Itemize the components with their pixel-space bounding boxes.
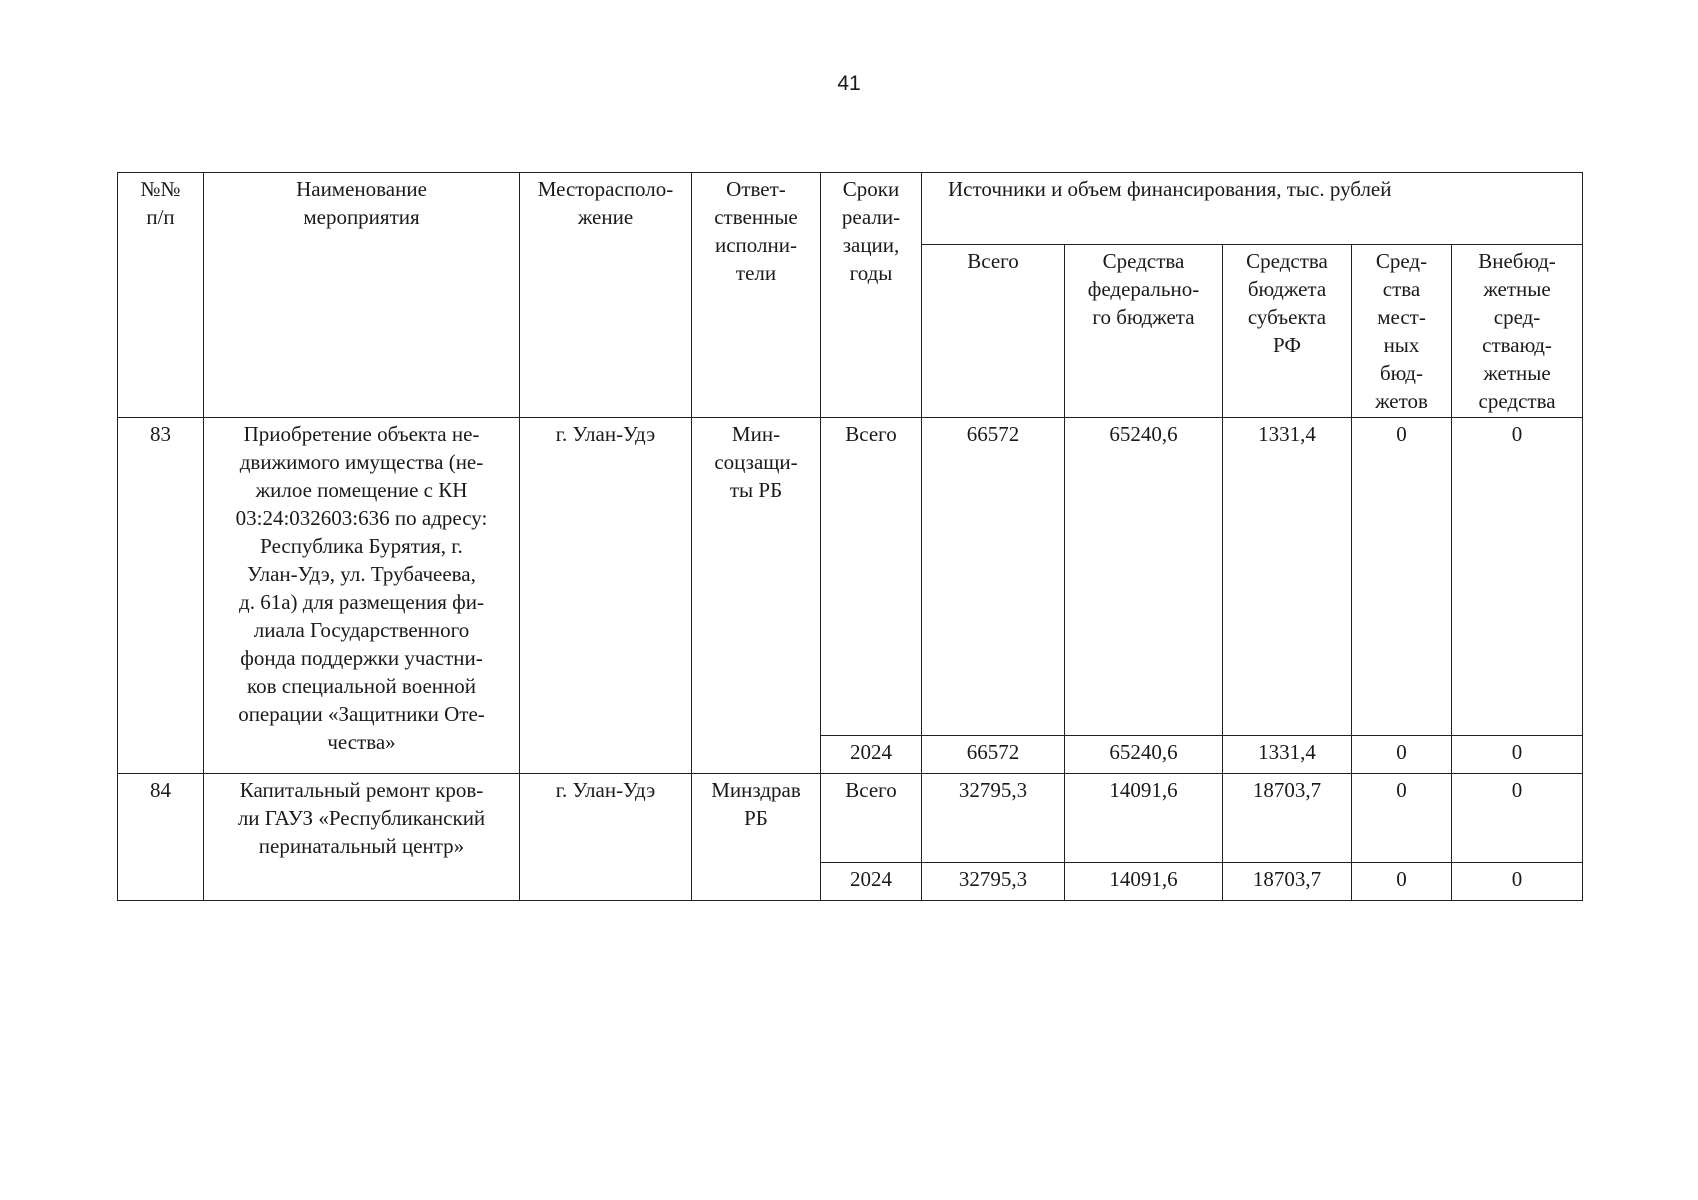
row-period: Всего [821,774,922,863]
header-location: Месторасполо- жение [520,173,692,418]
row-period: 2024 [821,863,922,901]
row-period: Всего [821,418,922,736]
row-federal: 65240,6 [1065,418,1223,736]
header-regional: Средства бюджета субъекта РФ [1223,245,1352,418]
row-name: Приобретение объекта не- движимого имущества (не- жилое помещение с КН 03:24:032603:636 по адресу: Республика Бурятия, г. Улан-Удэ, ул. Трубачеева, д. 61а) для размещения фи- лиала Государственного фонда поддержки участни- ков специальной военной операции «Защитники Оте- чества» [204,418,520,774]
header-total: Всего [922,245,1065,418]
row-regional: 1331,4 [1223,736,1352,774]
header-federal: Средства федерально- го бюджета [1065,245,1223,418]
table-row [118,774,1583,863]
table-row [118,418,1583,736]
row-total: 66572 [922,418,1065,736]
row-total: 32795,3 [922,774,1065,863]
row-local: 0 [1352,774,1452,863]
row-federal: 14091,6 [1065,774,1223,863]
row-extrabudget: 0 [1452,736,1583,774]
header-row-1 [118,173,1583,245]
row-extrabudget: 0 [1452,863,1583,901]
header-responsible: Ответ- ственные исполни- тели [692,173,821,418]
row-local: 0 [1352,418,1452,736]
row-regional: 1331,4 [1223,418,1352,736]
header-local: Сред- ства мест- ных бюд- жетов [1352,245,1452,418]
row-total: 32795,3 [922,863,1065,901]
row-regional: 18703,7 [1223,774,1352,863]
row-responsible: Минздрав РБ [692,774,821,901]
row-local: 0 [1352,736,1452,774]
row-period: 2024 [821,736,922,774]
row-location: г. Улан-Удэ [520,418,692,774]
header-sources: Источники и объем финансирования, тыс. рублей [922,173,1583,245]
row-total: 66572 [922,736,1065,774]
financing-table [117,172,1583,901]
row-local: 0 [1352,863,1452,901]
row-extrabudget: 0 [1452,774,1583,863]
header-extrabudget: Внебюд- жетные сред- стваюд- жетные средства [1452,245,1583,418]
row-responsible: Мин- соцзащи- ты РБ [692,418,821,774]
page-number: 41 [837,72,861,95]
row-extrabudget: 0 [1452,418,1583,736]
row-federal: 14091,6 [1065,863,1223,901]
row-num: 83 [118,418,204,774]
header-num: №№ п/п [118,173,204,418]
row-name: Капитальный ремонт кров- ли ГАУЗ «Республиканский перинатальный центр» [204,774,520,901]
header-period: Сроки реали- зации, годы [821,173,922,418]
header-name: Наименование мероприятия [204,173,520,418]
row-regional: 18703,7 [1223,863,1352,901]
row-location: г. Улан-Удэ [520,774,692,901]
row-num: 84 [118,774,204,901]
row-federal: 65240,6 [1065,736,1223,774]
